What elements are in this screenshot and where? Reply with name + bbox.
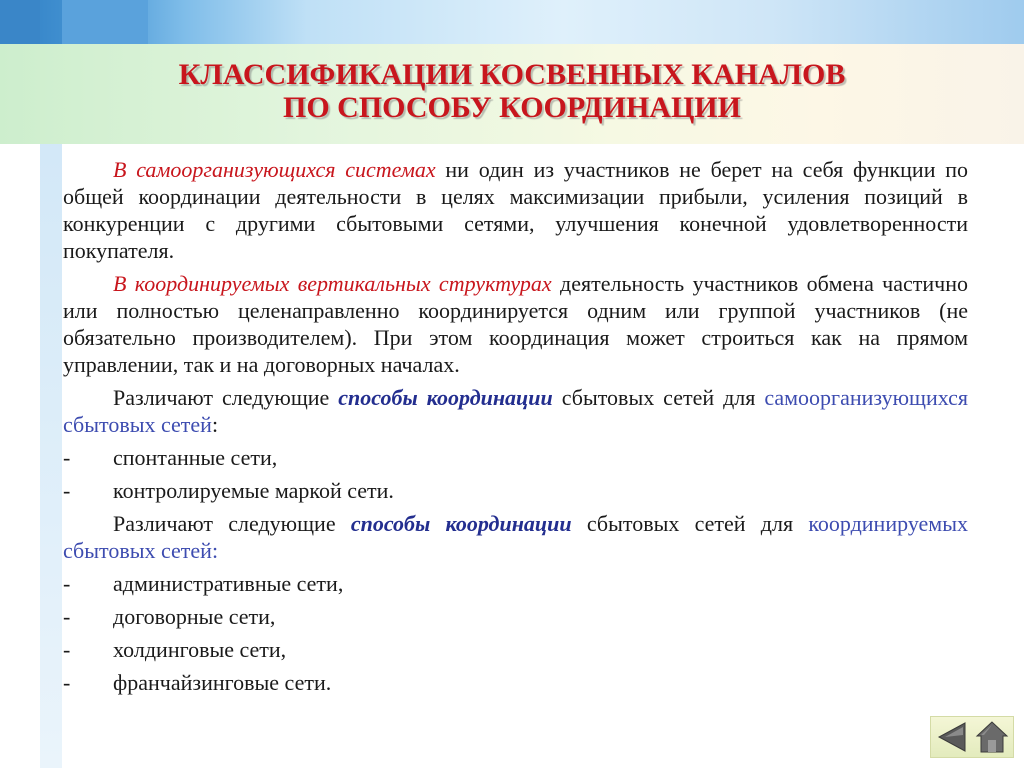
emphasis-coordination-methods: способы координации	[338, 385, 553, 410]
list-dash: -	[63, 604, 71, 629]
target-coordinated: координируемых сбытовых сетей:	[63, 511, 968, 563]
slide-content	[63, 156, 968, 702]
target-self-organizing: самоорганизующихся сбытовых сетей	[63, 385, 969, 437]
list-item	[63, 603, 968, 630]
paragraph-end: :	[211, 412, 219, 437]
paragraph-text: деятельность участников обмена частично или полностью целенаправленно координируется одним или группой участников (не обязательно производителем). При этом координация может строиться как на прямом управлении, так и на договорных началах.	[63, 271, 969, 377]
home-button[interactable]	[975, 720, 1009, 754]
emphasis-self-organizing: В самоорганизующихся системах	[113, 157, 436, 182]
list-item-text: франчайзинговые сети.	[113, 670, 332, 695]
list-item-text: договорные сети,	[113, 604, 276, 629]
list-item	[63, 570, 968, 597]
paragraph-middle: сбытовых сетей для	[552, 385, 765, 410]
paragraph-methods-coordinated	[63, 510, 968, 564]
list-dash: -	[63, 445, 71, 470]
list-item	[63, 669, 968, 696]
paragraph-self-organizing	[63, 156, 968, 264]
home-icon	[975, 720, 1009, 754]
paragraph-lead: Различают следующие	[113, 385, 339, 410]
slide-title	[0, 58, 1024, 124]
back-arrow-icon	[935, 721, 969, 753]
title-line-2: ПО СПОСОБУ КООРДИНАЦИИ	[283, 91, 741, 124]
paragraph-methods-self-organizing	[63, 384, 968, 438]
paragraph-lead: Различают следующие	[113, 511, 351, 536]
list-item	[63, 444, 968, 471]
list-item	[63, 636, 968, 663]
list-item-text: холдинговые сети,	[113, 637, 287, 662]
band-block	[62, 0, 148, 44]
list-dash: -	[63, 571, 71, 596]
top-decorative-band	[0, 0, 1024, 44]
navigation-panel	[930, 716, 1014, 758]
left-decorative-strip	[40, 44, 62, 768]
paragraph-text: ни один из участников не берет на себя функции по общей координации деятельности в целях максимизации прибыли, усиления позиций в конкуренции с другими сбытовыми сетями, улучшения конечной удовлетворенности покупателя.	[63, 157, 969, 263]
band-block	[0, 0, 40, 44]
emphasis-coordination-methods: способы координации	[350, 511, 572, 536]
list-item-text: административные сети,	[113, 571, 344, 596]
back-button[interactable]	[935, 721, 969, 753]
list-dash: -	[63, 637, 71, 662]
paragraph-middle: сбытовых сетей для	[571, 511, 809, 536]
list-item-text: контролируемые маркой сети.	[113, 478, 394, 503]
list-item	[63, 477, 968, 504]
title-line-1: КЛАССИФИКАЦИИ КОСВЕННЫХ КАНАЛОВ	[178, 58, 846, 91]
emphasis-coordinated: В координируемых вертикальных структурах	[113, 271, 552, 296]
list-dash: -	[63, 670, 71, 695]
paragraph-coordinated	[63, 270, 968, 378]
list-item-text: спонтанные сети,	[113, 445, 278, 470]
list-dash: -	[63, 478, 71, 503]
